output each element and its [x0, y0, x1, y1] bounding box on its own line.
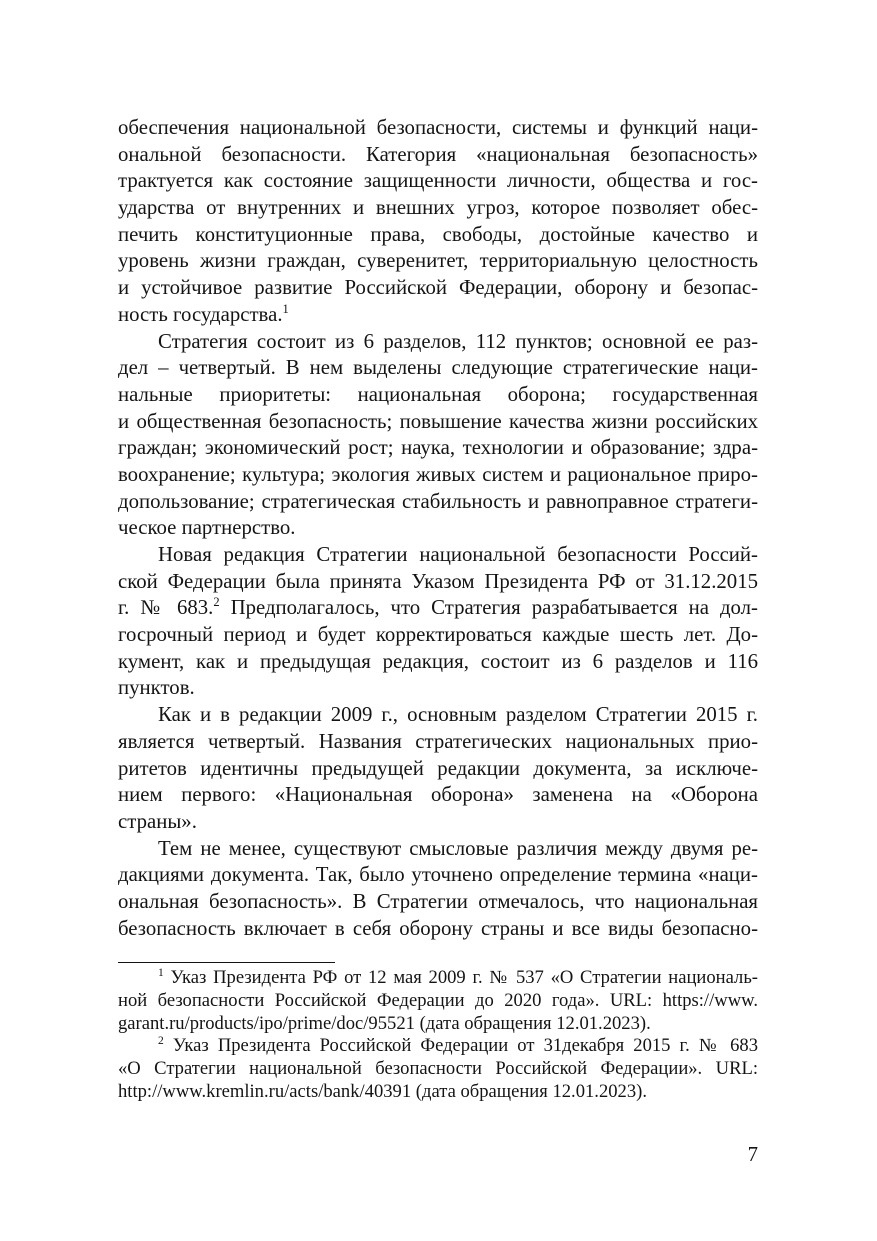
footnote-reference-2: 2 — [213, 595, 220, 610]
text-run: Указ Президента Российской Федерации от 31декабря 2015 г. № 683 — [172, 1035, 758, 1057]
footnote-line — [118, 967, 758, 990]
text-line: Стратегия состоит из 6 разделов, 112 пунктов; основной ее раз- — [158, 329, 758, 353]
paragraph-2 — [118, 329, 758, 543]
text-run: ность государства. — [118, 302, 283, 326]
text-line: трактуется как состояние защищенности личности, общества и гос- — [118, 169, 758, 193]
text-line — [118, 595, 758, 622]
footnote-line — [118, 1035, 758, 1058]
paragraph-3 — [118, 542, 758, 702]
text-run: Указ Президента РФ от 12 мая 2009 г. № 537 «О Стратегии националь- — [170, 967, 758, 988]
text-line: является четвертый. Названия стратегических национальных прио- — [118, 729, 758, 753]
text-run: г. № 683. — [118, 596, 214, 620]
text-line: и общественная безопасность; повышение качества жизни российских — [118, 409, 758, 433]
text-line: госрочный период и будет корректироваться каждые шесть лет. До- — [118, 623, 758, 647]
footnote-marker: 2 — [158, 1035, 164, 1048]
text-line: уровень жизни граждан, суверенитет, территориальную целостность — [118, 249, 758, 273]
footnote-line: http://www.kremlin.ru/acts/bank/40391 (дата обращения 12.01.2023). — [118, 1080, 647, 1102]
paragraph-5 — [118, 836, 758, 943]
footnote-1 — [118, 967, 758, 1035]
text-line: ритетов идентичны предыдущей редакции документа, за исключе- — [118, 756, 758, 780]
text-line: Новая редакция Стратегии национальной безопасности Россий- — [158, 543, 758, 566]
text-line — [118, 302, 758, 329]
text-line: дакциями документа. Так, было уточнено определение термина «наци- — [118, 863, 758, 887]
footnote-line: garant.ru/products/ipo/prime/doc/95521 (дата обращения 12.01.2023). — [118, 1012, 651, 1034]
text-line: ческое партнерство. — [118, 516, 296, 540]
text-line: ональной безопасности. Категория «национальная безопасность» — [118, 142, 758, 166]
text-line: пунктов. — [118, 676, 195, 700]
text-line: и устойчивое развитие Российской Федерации, оборону и безопас- — [118, 276, 758, 300]
footnote-line: ной безопасности Российской Федерации до 2020 года». URL: https://www. — [118, 989, 758, 1011]
text-line: безопасность включает в себя оборону страны и все виды безопасно- — [118, 916, 758, 940]
footnote-2 — [118, 1035, 758, 1103]
text-line: Тем не менее, существуют смысловые различия между двумя ре- — [158, 836, 758, 860]
paragraph-1 — [118, 115, 758, 329]
page-number: 7 — [747, 1143, 758, 1166]
text-run: Предполагалось, что Стратегия разрабатывается на дол- — [230, 596, 758, 620]
text-line: дел – четвертый. В нем выделены следующие стратегические наци- — [118, 356, 758, 380]
text-line: допользование; стратегическая стабильность и равноправное стратеги- — [118, 489, 758, 513]
text-line: печить конституционные права, свободы, достойные качество и — [118, 222, 758, 246]
text-line: ской Федерации была принята Указом Президента РФ от 31.12.2015 — [118, 569, 758, 593]
footnote-separator — [118, 962, 335, 963]
text-line: ударства от внутренних и внешних угроз, которое позволяет обес- — [118, 196, 758, 220]
footnotes — [118, 967, 758, 1104]
text-line: ональная безопасность». В Стратегии отмечалось, что национальная — [118, 889, 758, 913]
text-line: Как и в редакции 2009 г., основным разделом Стратегии 2015 г. — [158, 703, 758, 727]
text-line: нальные приоритеты: национальная оборона; государственная — [118, 382, 758, 406]
footnote-reference-1: 1 — [282, 301, 289, 316]
text-line: нием первого: «Национальная оборона» заменена на «Оборона — [118, 783, 758, 807]
text-line: страны». — [118, 809, 197, 833]
footnote-marker: 1 — [158, 967, 164, 979]
text-line: граждан; экономический рост; наука, технологии и образование; здра- — [118, 436, 758, 460]
paragraph-4 — [118, 702, 758, 835]
footnote-line: «О Стратегии национальной безопасности Российской Федерации». URL: — [118, 1058, 758, 1080]
text-line: обеспечения национальной безопасности, системы и функций наци- — [118, 116, 758, 139]
text-line: кумент, как и предыдущая редакция, состоит из 6 разделов и 116 — [118, 649, 758, 673]
main-text — [118, 115, 758, 942]
text-line: воохранение; культура; экология живых систем и рациональное приро- — [118, 462, 758, 486]
